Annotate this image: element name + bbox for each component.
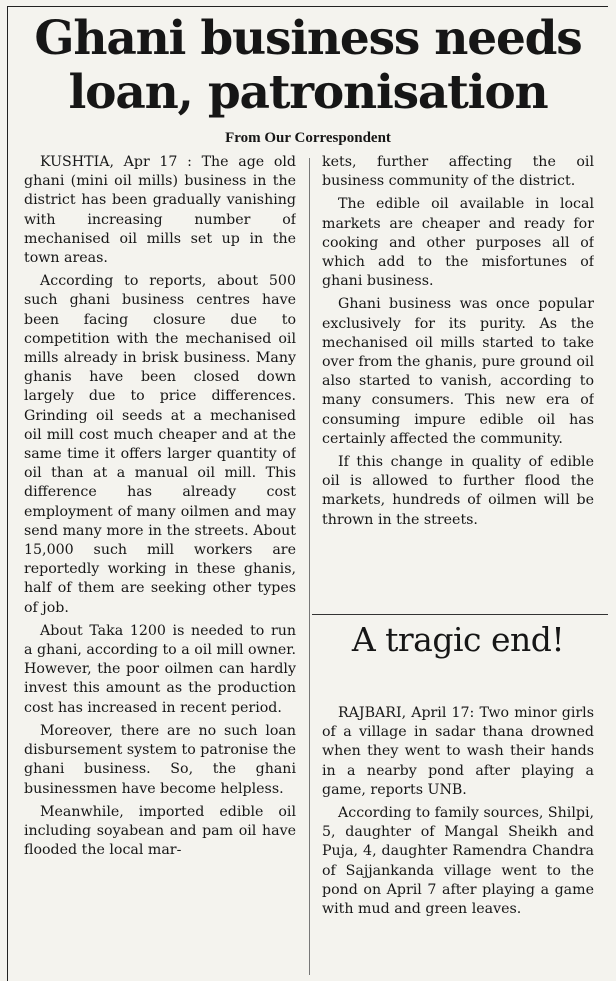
top-rule [8, 6, 608, 7]
article-paragraph: kets, further affecting the oil business community of the district. [322, 154, 594, 190]
sidebar-story-body [322, 704, 594, 976]
article-paragraph: About Taka 1200 is needed to run a ghani, according to a oil mill owner. However, the poor oilmen can hardly invest this amount as the production cost has increased in recent period. [24, 622, 296, 716]
article-column-2 [322, 153, 594, 613]
column-divider [309, 158, 310, 975]
article-paragraph: Meanwhile, imported edible oil including soyabean and pam oil have flooded the local mar- [24, 803, 296, 859]
article-column-1 [24, 153, 296, 975]
article-headline: Ghani business needs loan, patronisation [34, 11, 582, 120]
article-paragraph: If this change in quality of edible oil is allowed to further flood the markets, hundreds of oilmen will be thrown in the streets. [322, 454, 594, 528]
article-paragraph: Moreover, there are no such loan disbursement system to patronise the ghani business. So, the ghani businessmen have become helpless. [24, 722, 296, 797]
article-paragraph: The edible oil available in local markets are cheaper and ready for cooking and other purposes all of which add to the misfortunes of ghani business. [322, 196, 594, 290]
left-rule [7, 6, 8, 981]
sidebar-headline: A tragic end! [351, 620, 565, 659]
article-byline: From Our Correspondent [225, 130, 391, 146]
article-paragraph: KUSHTIA, Apr 17 : The age old ghani (mini oil mills) business in the district has been gradually vanishing with increasing number of mechanised oil mills set up in the town areas. [24, 154, 296, 267]
sidebar-paragraph: According to family sources, Shilpi, 5, daughter of Mangal Sheikh and Puja, 4, daughter Ramendra Chandra of Sajjankanda village went to the pond on April 7 after playing a game with mud and green leaves. [322, 805, 594, 918]
sidebar-paragraph: RAJBARI, April 17: Two minor girls of a village in sadar thana drowned when they went to wash their hands in a nearby pond after playing a game, reports UNB. [322, 705, 594, 798]
story-divider [312, 614, 608, 615]
article-paragraph: Ghani business was once popular exclusively for its purity. As the mechanised oil mills started to take over from the ghanis, pure ground oil also started to vanish, according to many consumers. This new era of consuming impure edible oil has certainly affected the community. [322, 296, 594, 447]
article-paragraph: According to reports, about 500 such ghani business centres have been facing closure due to competition with the mechanised oil mills already in brisk business. Many ghanis have been closed down largely due to price differences. Grinding oil seeds at a mechanised oil mill cost much cheaper and at the same time it offers larger quantity of oil than at a manual oil mill. This difference has already cost employment of many oilmen and may send many more in the streets. About 15,000 such mill workers are reportedly working in these ghanis, half of them are seeking other types of job. [24, 273, 296, 616]
